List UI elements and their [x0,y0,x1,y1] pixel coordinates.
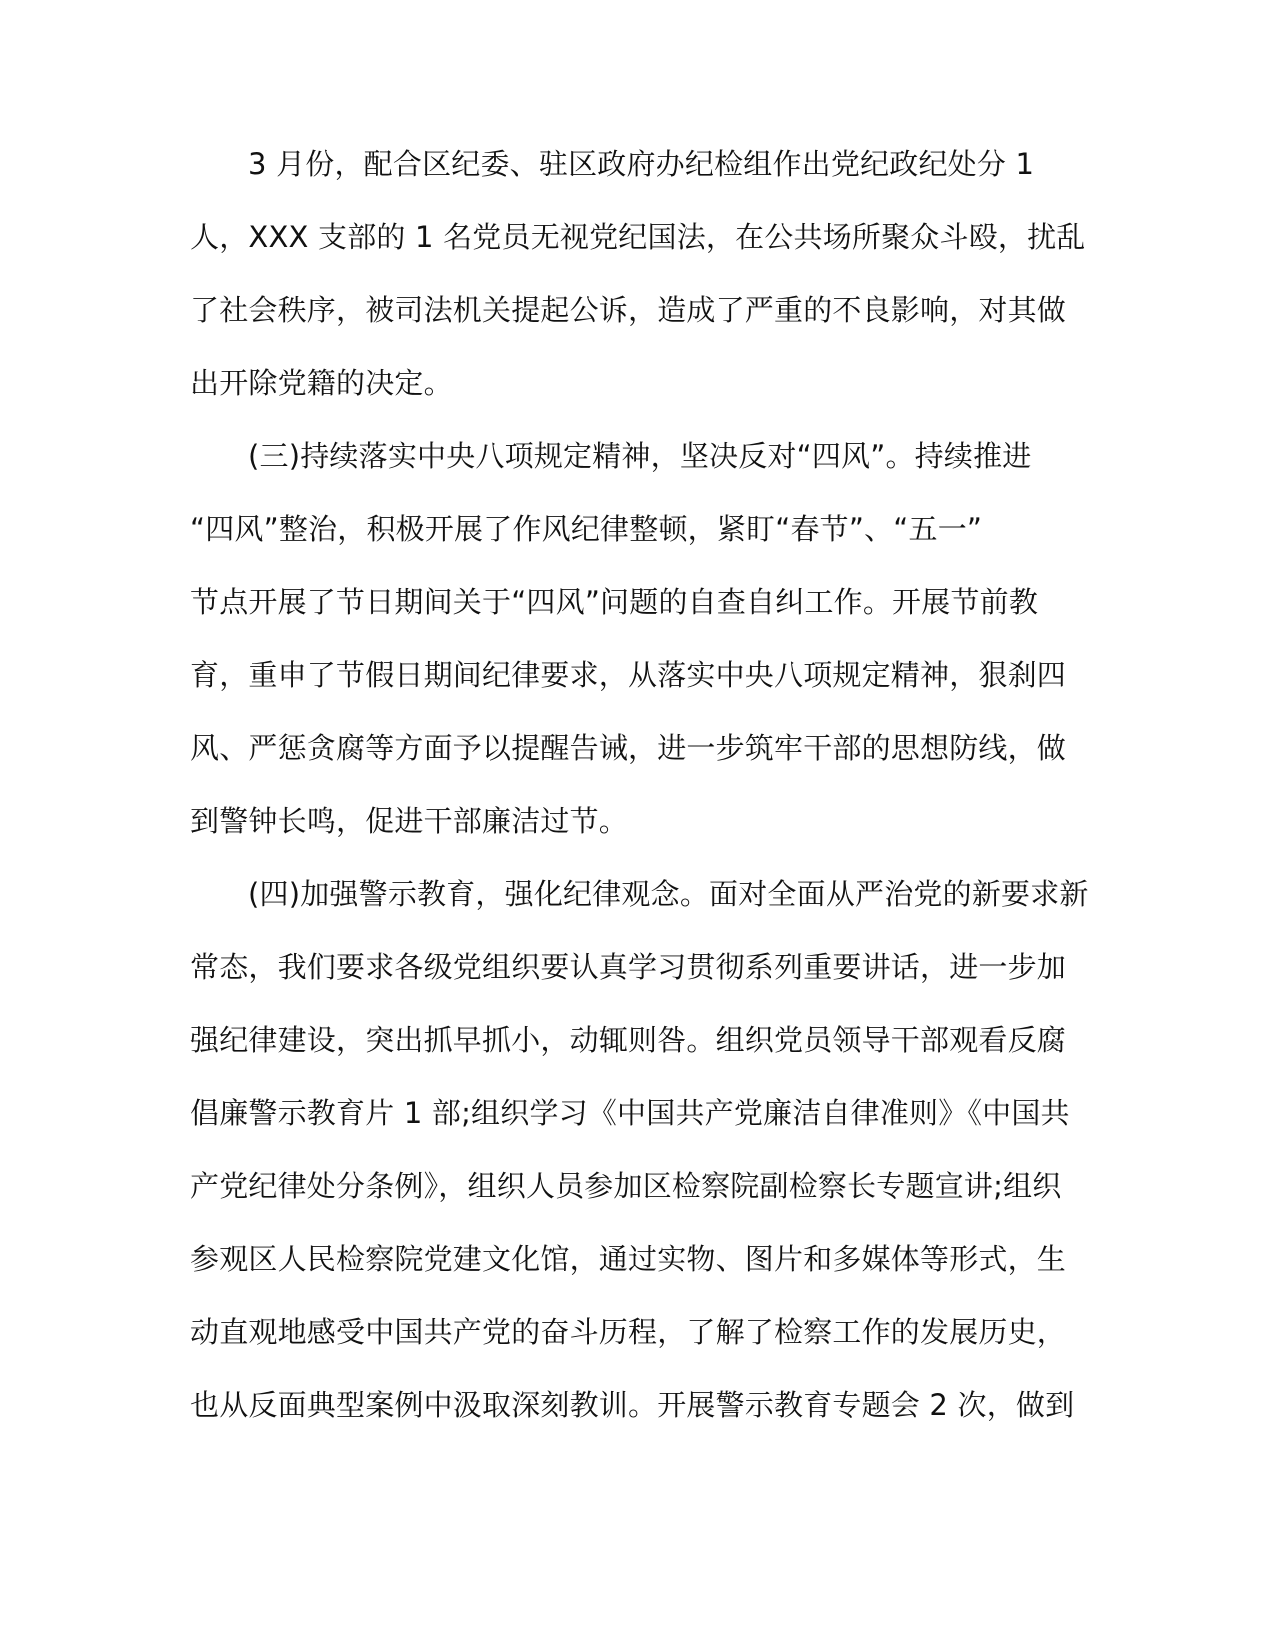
text-line-9: 风、严惩贪腐等方面予以提醒告诫，进一步筑牢干部的思想防线，做 [190,731,1067,765]
text-line-14: 倡廉警示教育片 1 部;组织学习《中国共产党廉洁自律准则》《中国共 [190,1096,1070,1130]
text-line-15: 产党纪律处分条例》，组织人员参加区检察院副检察长专题宣讲;组织 [190,1169,1062,1203]
text-line-12: 常态，我们要求各级党组织要认真学习贯彻系列重要讲话，进一步加 [190,950,1067,984]
text-line-7: 节点开展了节日期间关于“四风”问题的自查自纠工作。开展节前教 [190,585,1039,619]
text-line-18: 也从反面典型案例中汲取深刻教训。开展警示教育专题会 2 次，做到 [190,1388,1075,1422]
text-line-6: “四风”整治，积极开展了作风纪律整顿，紧盯“春节”、“五一” [190,512,983,546]
text-line-3: 了社会秩序，被司法机关提起公诉，造成了严重的不良影响，对其做 [190,293,1067,327]
text-line-16: 参观区人民检察院党建文化馆，通过实物、图片和多媒体等形式，生 [190,1242,1067,1276]
text-line-2: 人，XXX 支部的 1 名党员无视党纪国法，在公共场所聚众斗殴，扰乱 [190,220,1086,254]
text-line-1: 3 月份，配合区纪委、驻区政府办纪检组作出党纪政纪处分 1 [248,147,1035,181]
text-line-8: 育，重申了节假日期间纪律要求，从落实中央八项规定精神，狠刹四 [190,658,1067,692]
text-line-10: 到警钟长鸣，促进干部廉洁过节。 [190,804,629,838]
text-line-5: (三)持续落实中央八项规定精神，坚决反对“四风”。持续推进 [248,439,1032,473]
text-line-4: 出开除党籍的决定。 [190,366,453,400]
text-line-11: (四)加强警示教育，强化纪律观念。面对全面从严治党的新要求新 [248,877,1089,911]
text-line-13: 强纪律建设，突出抓早抓小，动辄则咎。组织党员领导干部观看反腐 [190,1023,1067,1057]
text-line-17: 动直观地感受中国共产党的奋斗历程，了解了检察工作的发展历史， [190,1315,1067,1349]
